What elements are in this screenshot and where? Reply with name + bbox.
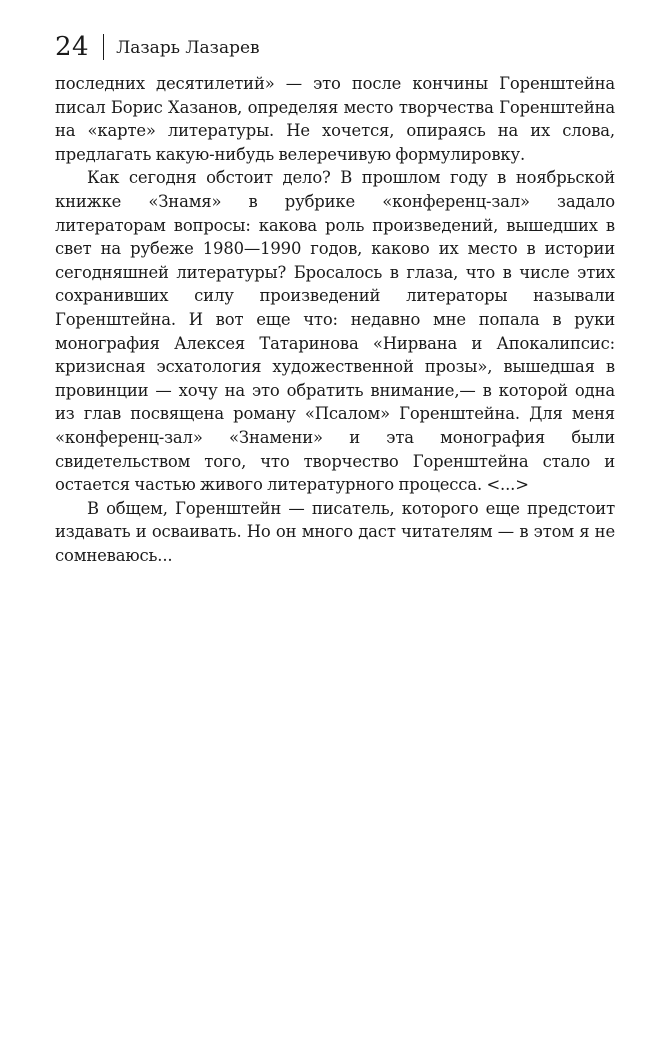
- running-head: [55, 30, 615, 64]
- running-title: Лазарь Лазарев: [116, 37, 260, 58]
- header-divider: [103, 34, 104, 60]
- paragraph-1: последних десятилетий» — это после кончины Горенштейна писал Борис Хазанов, определяя место творчества Горенштейна на «карте» литературы. Не хочется, опираясь на их слова, предлагать какую-нибудь велеречивую формулировку.: [55, 74, 615, 164]
- paragraph-3: В общем, Горенштейн — писатель, которого еще предстоит издавать и осваивать. Но он много даст читателям — в этом я не сомневаюсь...: [55, 498, 615, 565]
- paragraph-2: Как сегодня обстоит дело? В прошлом году в ноябрьской книжке «Знамя» в рубрике «конференц-зал» задало литераторам вопросы: какова роль произведений, вышедших в свет на рубеже 1980—1990 годов, каково их место в истории сегодняшней литературы? Бросалось в глаза, что в числе этих сохранивших силу произведений литераторы называли Горенштейна. И вот еще что: недавно мне попала в руки монография Алексея Татаринова «Нирвана и Апокалипсис: кризисная эсхатология художественной прозы», вышедшая в провинции — хочу на это обратить внимание,— в которой одна из глав посвящена роману «Псалом» Горенштейна. Для меня «конференц-зал» «Знамени» и эта монография были свидетельством того, что творчество Горенштейна стало и остается частью живого литературного процесса. <...>: [55, 168, 615, 495]
- body-text: [55, 72, 615, 567]
- book-page: [55, 30, 615, 567]
- page-number: 24: [55, 32, 90, 62]
